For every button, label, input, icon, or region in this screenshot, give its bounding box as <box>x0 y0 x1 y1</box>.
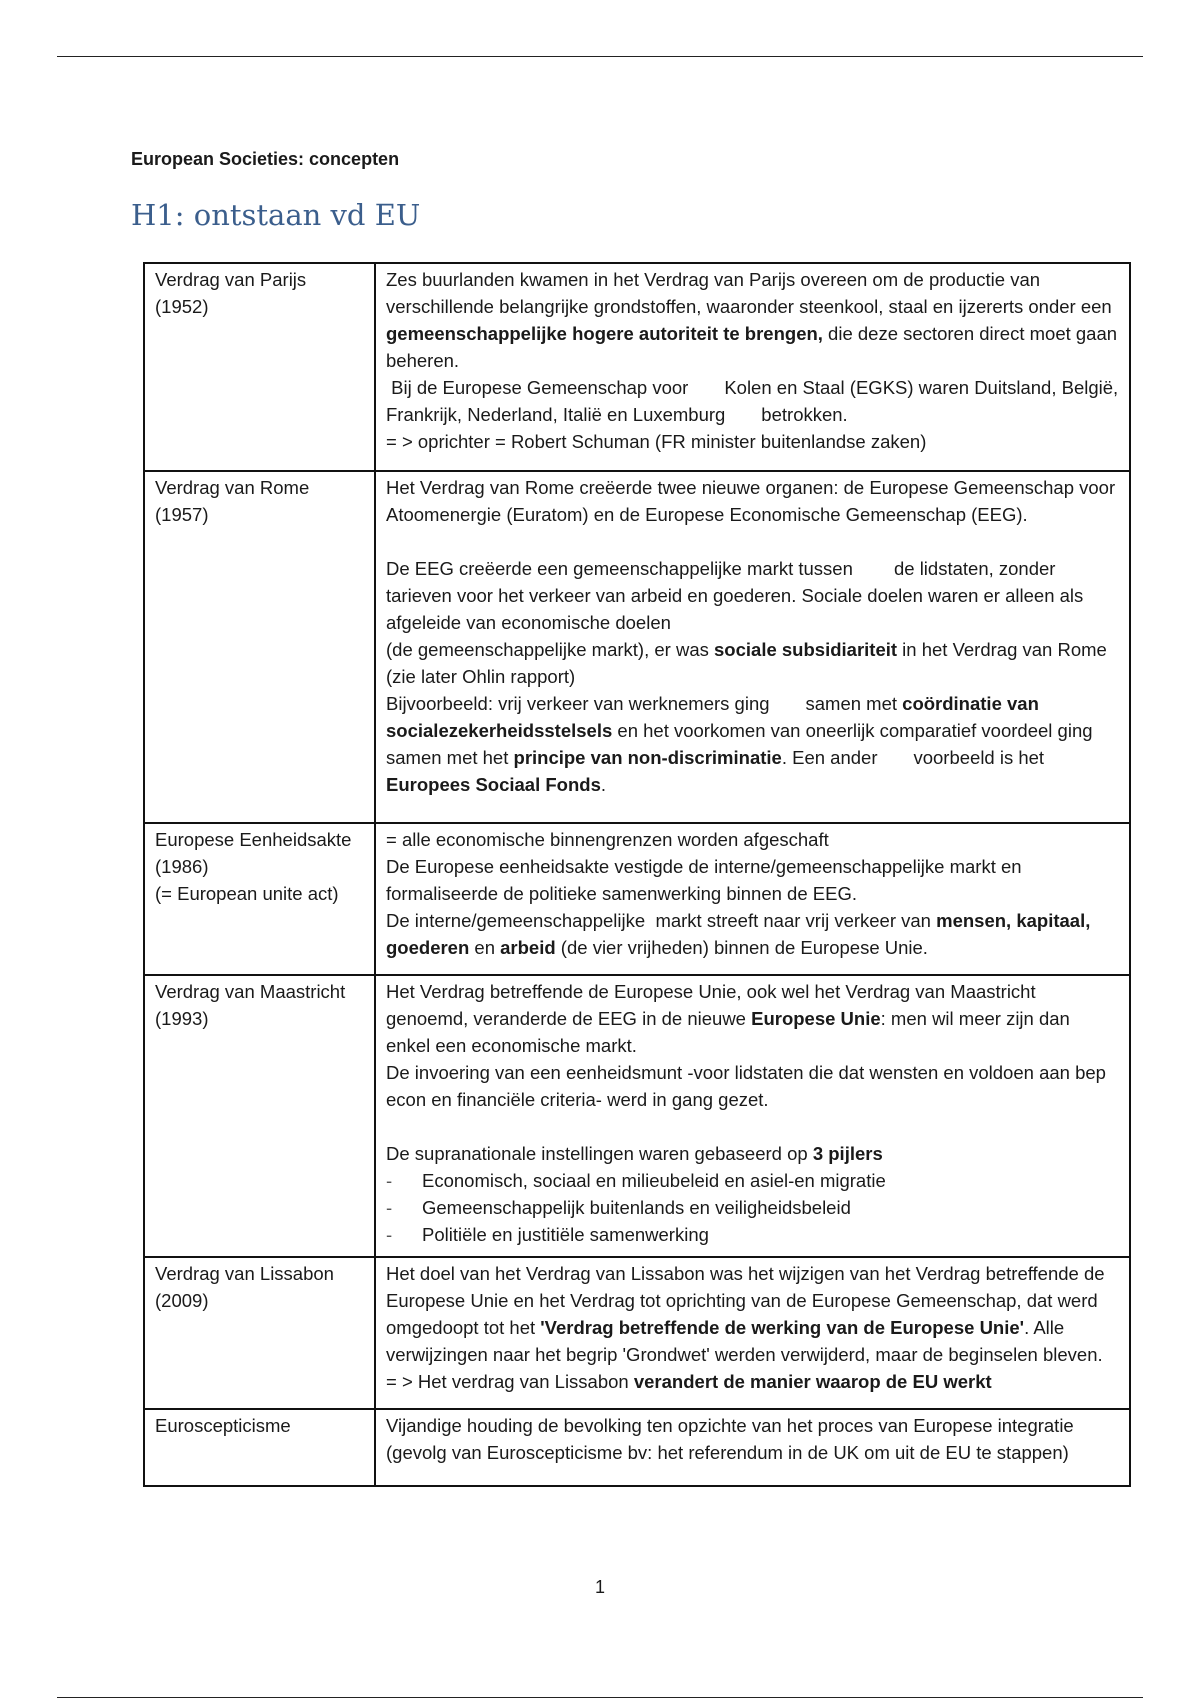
pillar-list-item: - Gemeenschappelijk buitenlands en veiligheidsbeleid <box>386 1194 1119 1221</box>
bold-phrase: mensen, kapitaal, goederen <box>386 910 1096 958</box>
text-segment: . Een ander voorbeeld is het <box>781 747 1050 768</box>
bold-phrase: 3 pijlers <box>812 1143 883 1164</box>
text-segment: Het doel van het Verdrag van Lissabon was het wijzigen van het Verdrag betreffende de Europese Unie en het Verdrag tot oprichting van de Europese Gemeenschap, dat werd omgedoopt tot het <box>386 1263 1110 1338</box>
description-paragraph <box>386 826 1119 853</box>
concept-row <box>144 975 1130 1257</box>
concept-year: (2009) <box>155 1290 209 1311</box>
description-paragraph <box>386 374 1124 428</box>
concept-year: (1957) <box>155 504 209 525</box>
description-paragraph <box>386 1368 1119 1395</box>
bold-phrase: 'Verdrag betreffende de werking van de Europese Unie' <box>540 1317 1025 1338</box>
text-segment: De interne/gemeenschappelijke markt streeft naar vrij verkeer van <box>386 910 937 931</box>
concept-row <box>144 1409 1130 1486</box>
concept-term-cell <box>144 263 375 471</box>
text-segment: De Europese eenheidsakte vestigde de interne/gemeenschappelijke markt en formaliseerde de politieke samenwerking binnen de EEG. <box>386 856 1027 904</box>
concept-description-cell <box>375 471 1130 823</box>
text-segment: . Alle verwijzingen naar het begrip 'Grondwet' werden verwijderd, maar de beginselen bleven. <box>386 1317 1103 1365</box>
text-segment: Bij de Europese Gemeenschap voor Kolen en Staal (EGKS) waren Duitsland, België, Frankrijk, Nederland, Italië en Luxemburg betrokken. <box>386 377 1124 425</box>
description-paragraph <box>386 555 1119 636</box>
bold-phrase: Europees Sociaal Fonds <box>386 774 601 795</box>
header-rule <box>57 56 1143 57</box>
concept-year: (1986) <box>155 856 209 877</box>
text-segment: en <box>469 937 501 958</box>
bold-phrase: Europese Unie <box>751 1008 881 1029</box>
bold-phrase: verandert de manier waarop de EU werkt <box>633 1371 992 1392</box>
text-segment: Het Verdrag betreffende de Europese Unie, ook wel het Verdrag van Maastricht genoemd, veranderde de EEG in de nieuwe <box>386 981 1041 1029</box>
text-segment: die deze sectoren direct moet gaan beheren. <box>386 323 1123 371</box>
text-segment: in het Verdrag van Rome (zie later Ohlin rapport) <box>386 639 1112 687</box>
description-paragraph <box>386 907 1119 961</box>
text-segment: Bijvoorbeeld: vrij verkeer van werknemers ging samen met <box>386 693 903 714</box>
bold-phrase: coördinatie van socialezekerheidsstelsels <box>386 693 1045 741</box>
text-segment: (de vier vrijheden) binnen de Europese Unie. <box>555 937 928 958</box>
concept-row <box>144 263 1130 471</box>
footer-rule <box>57 1697 1143 1698</box>
description-paragraph <box>386 1260 1119 1368</box>
text-segment: De EEG creëerde een gemeenschappelijke markt tussen de lidstaten, zonder tarieven voor het verkeer van arbeid en goederen. Sociale doelen waren er alleen als afgeleide van economische doelen <box>386 558 1089 633</box>
bold-phrase: sociale subsidiariteit <box>714 639 898 660</box>
text-segment: De supranationale instellingen waren gebaseerd op <box>386 1143 813 1164</box>
text-segment: : men wil meer zijn dan enkel een economische markt. <box>386 1008 1075 1056</box>
concept-description-cell <box>375 263 1130 471</box>
text-segment: Het Verdrag van Rome creëerde twee nieuwe organen: de Europese Gemeenschap voor Atoomenergie (Euratom) en de Europese Economische Gemeenschap (EEG). <box>386 477 1120 525</box>
description-paragraph <box>386 1412 1119 1466</box>
description-paragraph <box>386 690 1119 798</box>
bold-phrase: principe van non-discriminatie <box>513 747 782 768</box>
concept-term-cell <box>144 975 375 1257</box>
concept-term-cell <box>144 823 375 975</box>
bold-phrase: arbeid <box>500 937 556 958</box>
concept-term: Euroscepticisme <box>155 1415 291 1436</box>
concept-term-cell <box>144 1257 375 1409</box>
text-segment: . <box>600 774 607 795</box>
text-segment: De invoering van een eenheidsmunt -voor lidstaten die dat wensten en voldoen aan bep econ en financiële criteria- werd in gang gezet. <box>386 1062 1112 1110</box>
description-paragraph <box>386 1140 1119 1167</box>
concept-term-cell <box>144 471 375 823</box>
description-paragraph <box>386 1059 1119 1113</box>
page-number: 1 <box>594 1577 605 1597</box>
pillar-list-item: - Economisch, sociaal en milieubeleid en asiel-en migratie <box>386 1167 1119 1194</box>
text-segment: en het voorkomen van oneerlijk comparatief voordeel ging samen met het <box>386 720 1098 768</box>
concept-year: (1993) <box>155 1008 209 1029</box>
concept-term: Verdrag van Lissabon <box>155 1263 334 1284</box>
text-segment: = > Het verdrag van Lissabon <box>386 1371 634 1392</box>
description-paragraph <box>386 474 1119 528</box>
description-paragraph <box>386 853 1119 907</box>
text-segment: = alle economische binnengrenzen worden afgeschaft <box>386 829 829 850</box>
concept-term: Europese Eenheidsakte <box>155 829 352 850</box>
concept-description-cell <box>375 823 1130 975</box>
description-paragraph <box>386 636 1119 690</box>
concept-row <box>144 823 1130 975</box>
text-segment: (de gemeenschappelijke markt), er was <box>386 639 715 660</box>
text-segment: Vijandige houding de bevolking ten opzichte van het proces van Europese integratie (gevolg van Euroscepticisme bv: het referendum in de UK om uit de EU te stappen) <box>386 1415 1079 1463</box>
description-paragraph <box>386 428 1119 455</box>
concept-description-cell <box>375 1409 1130 1486</box>
concept-term: Verdrag van Parijs <box>155 269 307 290</box>
concept-row <box>144 1257 1130 1409</box>
concepts-table <box>143 262 1131 1487</box>
concept-term: Verdrag van Maastricht <box>155 981 346 1002</box>
bold-phrase: gemeenschappelijke hogere autoriteit te brengen, <box>386 323 823 344</box>
chapter-heading: H1: ontstaan vd EU <box>131 198 421 232</box>
document-title: European Societies: concepten <box>131 149 400 169</box>
concept-row <box>144 471 1130 823</box>
pillar-list-item: - Politiële en justitiële samenwerking <box>386 1221 1119 1248</box>
description-paragraph <box>386 266 1123 374</box>
description-paragraph <box>386 978 1119 1059</box>
concept-year: (1952) <box>155 296 209 317</box>
paragraph-gap <box>386 1113 1119 1140</box>
paragraph-gap <box>386 528 1119 555</box>
concept-term: Verdrag van Rome <box>155 477 310 498</box>
concept-extra: (= European unite act) <box>155 883 339 904</box>
text-segment: Zes buurlanden kwamen in het Verdrag van Parijs overeen om de productie van verschillende belangrijke grondstoffen, waaronder steenkool, staal en ijzererts onder een <box>386 269 1117 317</box>
concept-description-cell <box>375 975 1130 1257</box>
concept-term-cell <box>144 1409 375 1486</box>
concept-description-cell <box>375 1257 1130 1409</box>
text-segment: = > oprichter = Robert Schuman (FR minister buitenlandse zaken) <box>386 431 927 452</box>
